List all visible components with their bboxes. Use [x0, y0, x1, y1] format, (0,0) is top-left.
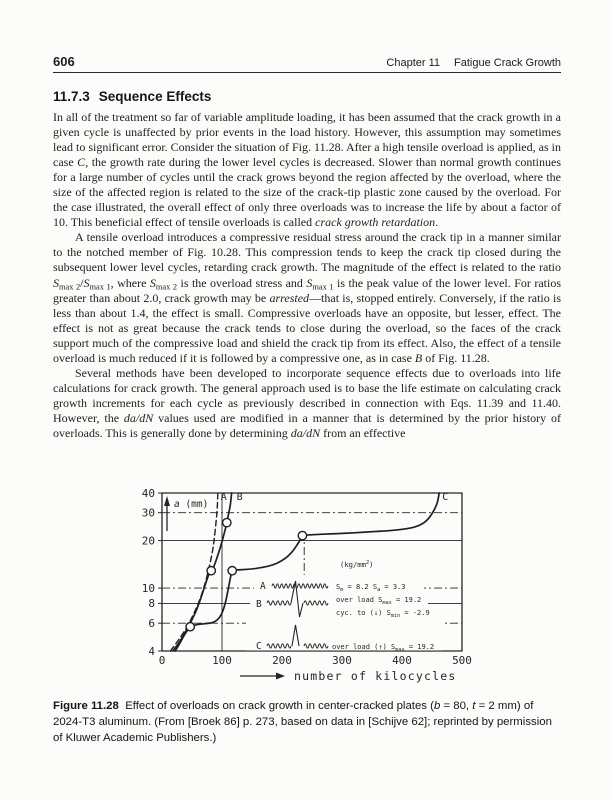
figure-11-28: [100, 485, 580, 690]
y-axis-arrowhead-icon: [164, 496, 170, 506]
legend-text-B-1: over load $S_{max} = 19.2$: [336, 596, 422, 607]
y-tick-label: 20: [141, 534, 155, 548]
y-tick-label: 10: [141, 581, 155, 595]
y-tick-label: 6: [148, 617, 155, 630]
x-tick-label: 300: [332, 654, 352, 667]
legend-text-C-1: over load (↑) $S_{max} = 19.2$: [332, 643, 435, 654]
paragraph: A tensile overload introduces a compressive residual stress around the crack tip in a manner similar to the notched member of Fig. 10.28. This compression tends to keep the crack tip closed during the subsequent lower level cycles, retarding crack growth. The magnitude of the effect is related to the ratio $S_{max 2}/S_{max 1}$, where $S_{max 2}$ is the overload stress and $S_{max 1}$ is the peak value of the lower level. For ratios greater than about 2.0, crack growth may be arrested—that is, stopped entirely. Conversely, if the ratio is less than about 1.4, the effect is small. Compressive overloads have an opposite, but lesser, effect. The effect is not as great because the crack tends to close during the overload, so the faces of the crack support much of the compressive load and shield the crack tip from its effect. Also, the effect of a tensile overload is much reduced if it is followed by a compressive one, as in case B of Fig. 11.28.: [53, 230, 561, 365]
y-tick-label: 4: [148, 644, 155, 658]
overload-marker-B: [223, 518, 231, 526]
y-tick-label: 30: [141, 506, 155, 520]
header-rule: [53, 72, 561, 73]
paragraph: In all of the treatment so far of variable amplitude loading, it has been assumed that the crack growth in a given cycle is unaffected by prior events in the load history. However, this assumption may sometimes lead to significant error. Consider the situation of Fig. 11.28. After a high tensile overload is applied, as in case C, the growth rate during the lower level cycles is decreased. Slower than normal growth continues for a large number of cycles until the crack grows beyond the region affected by the overload, where the size of the affected region is related to the size of the crack-tip plastic zone caused by the overload. For the case illustrated, the overall effect of only three overloads was to increase the life by about a factor of 10. This beneficial effect of tensile overloads is called crack growth retardation.: [53, 110, 562, 230]
overload-marker-C: [298, 531, 306, 539]
legend-text-A-1: $S_m = 8.2$ $S_a = 3.3$: [336, 583, 406, 594]
overload-marker-C: [186, 623, 194, 631]
y-tick-label: 40: [141, 486, 155, 500]
curve-label-A: A: [220, 492, 227, 503]
figure-11-28-chart: [100, 485, 580, 690]
legend-key-C: C: [256, 641, 262, 652]
curve-label-C: C: [442, 492, 449, 503]
figure-caption: Figure 11.28 Effect of overloads on crack growth in center-cracked plates (b = 80, t = 2 mm) of 2024-T3 aluminum. (From [Broek 86] p. 273, based on data in [Schijve 62]; reprinted by permission of Kluwer Academic Publishers.): [53, 700, 556, 744]
overload-marker-C: [228, 567, 236, 575]
running-head: [386, 57, 561, 69]
y-axis-label: a (mm): [174, 499, 209, 510]
x-axis-arrowhead-icon: [276, 673, 285, 680]
overload-marker-B: [207, 567, 215, 575]
body-text: [53, 110, 561, 441]
x-tick-label: 200: [272, 654, 292, 667]
legend-units-label: $(kg/mm^2)$: [340, 560, 374, 569]
x-tick-label: 0: [158, 654, 166, 667]
running-head-chapter: Chapter 11: [386, 57, 441, 69]
y-tick-label: 8: [148, 597, 155, 611]
section-title: Sequence Effects: [98, 89, 212, 104]
section-number: 11.7.3: [53, 89, 90, 104]
curve-B: [173, 493, 232, 651]
running-head-title: Fatigue Crack Growth: [454, 57, 561, 69]
paragraph: Several methods have been developed to incorporate sequence effects due to overloads into life calculations for crack growth. The general approach used is to base the life estimate on calculating crack growth increments for each cycle as previously described in connection with Eqs. 11.39 and 11.40. However, the da/dN values used are modified in a manner that is determined by the prior history of overloads. This is generally done by determining da/dN from an effective: [53, 365, 561, 440]
legend-text-B-2: cyc. to (↓) $S_{min} = -2.9$: [336, 609, 430, 620]
x-tick-label: 400: [392, 654, 412, 667]
x-tick-label: 500: [452, 654, 472, 667]
x-axis-label: number of kilocycles: [294, 669, 457, 683]
x-tick-label: 100: [212, 654, 232, 667]
legend-key-B: B: [256, 599, 262, 610]
section-heading: [53, 89, 211, 104]
legend-key-A: A: [260, 581, 266, 592]
curve-label-B: B: [236, 492, 243, 503]
page-number: 606: [53, 54, 75, 69]
page-header: [53, 54, 561, 69]
